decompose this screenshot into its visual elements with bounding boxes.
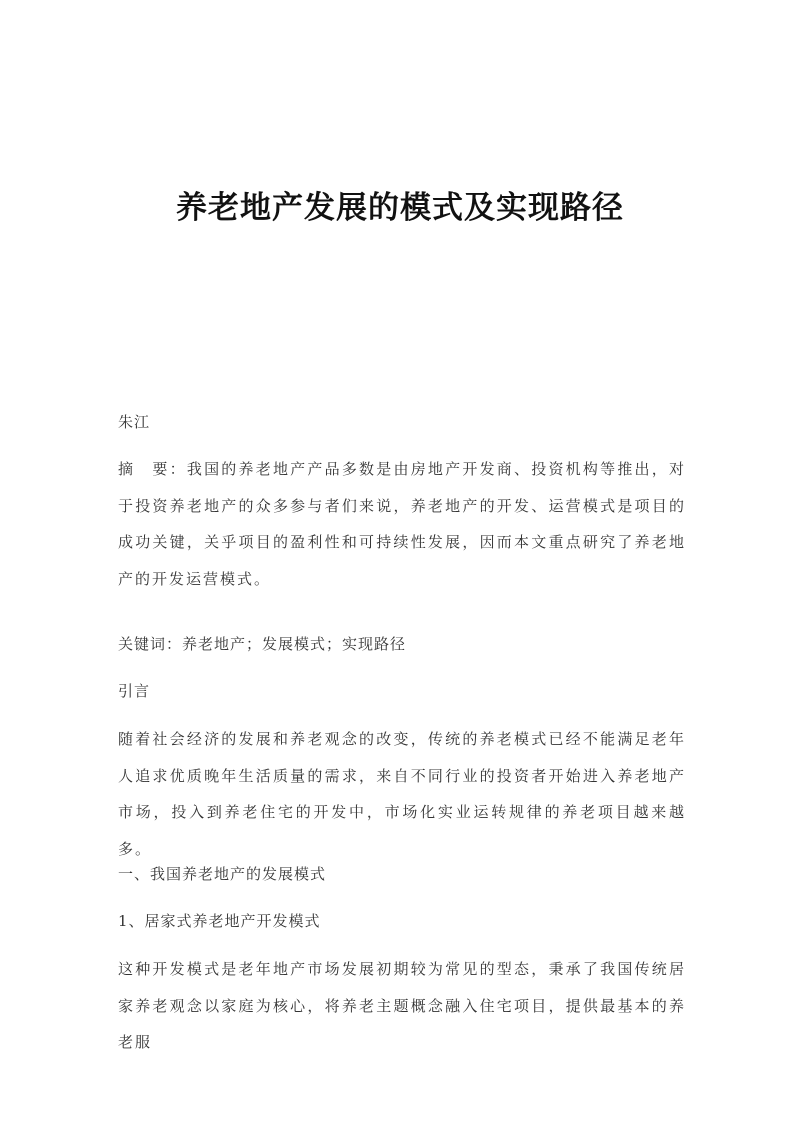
subsection-paragraph: 这种开发模式是老年地产市场发展初期较为常见的型态，秉承了我国传统居家养老观念以家庭为核心，将养老主题概念融入住宅项目，提供最基本的养老服 (118, 960, 686, 1051)
intro-paragraph: 随着社会经济的发展和养老观念的改变，传统的养老模式已经不能满足老年人追求优质晚年生活质量的需求，来自不同行业的投资者开始进入养老地产市场，投入到养老住宅的开发中，市场化实业运转规律的养老项目越来越多。 (118, 730, 686, 858)
author-name: 朱江 (118, 413, 151, 431)
section-heading: 一、我国养老地产的发展模式 (118, 865, 327, 883)
abstract-paragraph: 摘 要：我国的养老地产产品多数是由房地产开发商、投资机构等推出，对于投资养老地产的众多参与者们来说，养老地产的开发、运营模式是项目的成功关键，关乎项目的盈利性和可持续性发展，因而本文重点研究了养老地产的开发运营模式。 (118, 460, 686, 588)
intro-heading: 引言 (118, 682, 151, 700)
keywords-line: 关键词：养老地产；发展模式；实现路径 (118, 635, 407, 653)
document-title: 养老地产发展的模式及实现路径 (176, 190, 624, 226)
subsection-heading: 1、居家式养老地产开发模式 (118, 912, 321, 930)
